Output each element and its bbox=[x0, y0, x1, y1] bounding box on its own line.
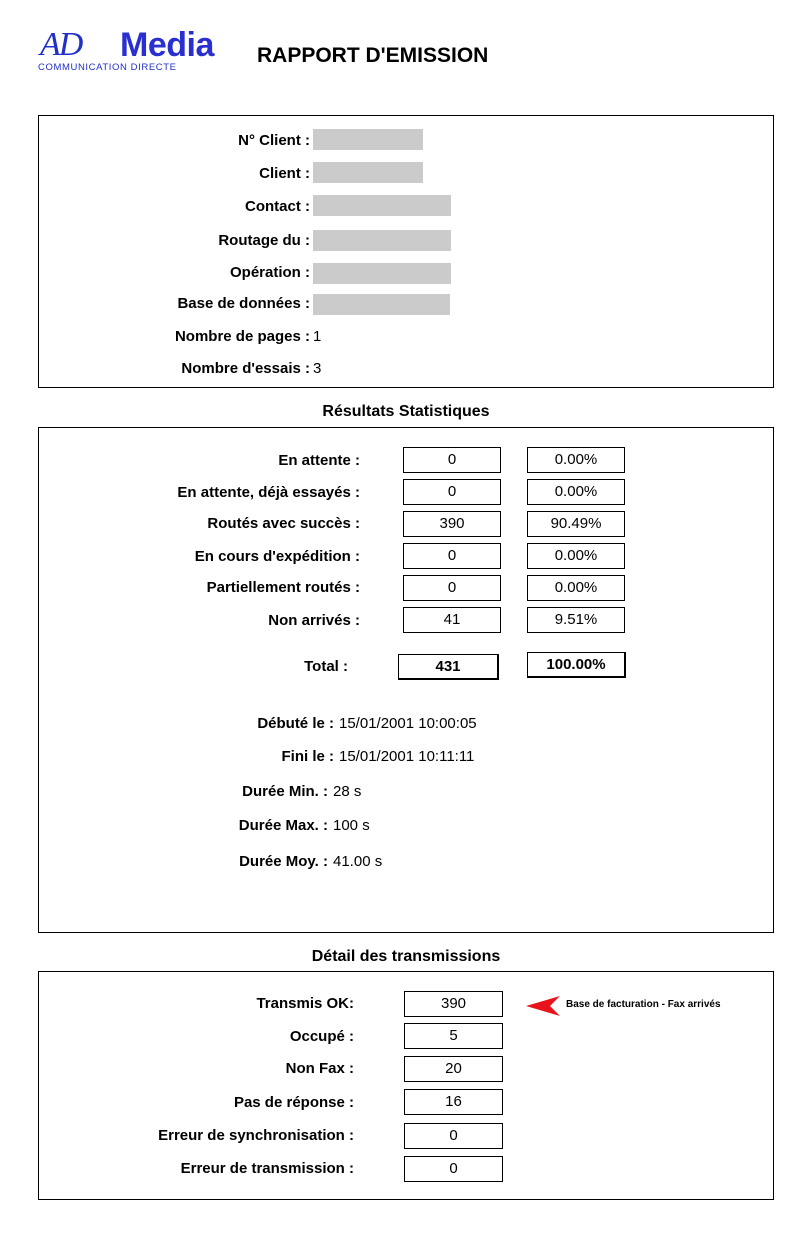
duration-min-label: Durée Min. : bbox=[242, 783, 328, 800]
finished-value: 15/01/2001 10:11:11 bbox=[339, 748, 475, 765]
red-arrow-icon bbox=[526, 996, 560, 1016]
operation-label: Opération : bbox=[229, 264, 310, 281]
stat-label-routed-success: Routés avec succès : bbox=[207, 515, 360, 532]
detail-value-no-answer: 16 bbox=[404, 1089, 503, 1115]
detail-label-transmitted-ok: Transmis OK: bbox=[256, 995, 354, 1012]
stat-percent-in-progress: 0.00% bbox=[527, 543, 625, 569]
logo-ad-text: AD bbox=[40, 26, 82, 63]
duration-max-label: Durée Max. : bbox=[238, 817, 328, 834]
detail-value-busy: 5 bbox=[404, 1023, 503, 1049]
detail-value-transmission-error: 0 bbox=[404, 1156, 503, 1182]
stat-percent-pending-retried: 0.00% bbox=[527, 479, 625, 505]
database-label: Base de données : bbox=[177, 295, 310, 312]
stat-percent-total: 100.00% bbox=[527, 652, 626, 678]
finished-label: Fini le : bbox=[281, 748, 334, 765]
stat-count-pending-retried: 0 bbox=[403, 479, 501, 505]
started-label: Débuté le : bbox=[257, 715, 334, 732]
duration-avg-label: Durée Moy. : bbox=[239, 853, 328, 870]
page-title: RAPPORT D'EMISSION bbox=[257, 44, 489, 67]
page-count-label: Nombre de pages : bbox=[174, 328, 310, 345]
client-redacted bbox=[313, 162, 423, 183]
detail-label-non-fax: Non Fax : bbox=[285, 1060, 354, 1077]
client-info-box bbox=[38, 115, 774, 388]
stat-label-not-arrived: Non arrivés : bbox=[268, 612, 360, 629]
stat-label-in-progress: En cours d'expédition : bbox=[194, 548, 360, 565]
detail-label-busy: Occupé : bbox=[289, 1028, 354, 1045]
details-section-title: Détail des transmissions bbox=[311, 948, 501, 965]
routing-date-redacted bbox=[313, 230, 451, 251]
stat-count-total: 431 bbox=[398, 654, 499, 680]
stat-count-in-progress: 0 bbox=[403, 543, 501, 569]
duration-min-value: 28 s bbox=[333, 783, 362, 800]
detail-value-non-fax: 20 bbox=[404, 1056, 503, 1082]
stats-section-title: Résultats Statistiques bbox=[322, 403, 490, 420]
stat-label-pending-retried: En attente, déjà essayés : bbox=[177, 484, 360, 501]
contact-label: Contact : bbox=[245, 198, 310, 215]
stat-label-total: Total : bbox=[304, 658, 348, 675]
stat-count-routed-success: 390 bbox=[403, 511, 501, 537]
logo-tagline: COMMUNICATION DIRECTE bbox=[38, 62, 177, 73]
stat-label-partially-routed: Partiellement routés : bbox=[206, 579, 360, 596]
stat-percent-pending: 0.00% bbox=[527, 447, 625, 473]
database-redacted bbox=[313, 294, 450, 315]
detail-value-sync-error: 0 bbox=[404, 1123, 503, 1149]
billing-note: Base de facturation - Fax arrivés bbox=[566, 999, 721, 1010]
client-number-label: N° Client : bbox=[238, 132, 310, 149]
client-number-redacted bbox=[313, 129, 423, 150]
red-arrow-shape bbox=[526, 996, 560, 1016]
page-count-value: 1 bbox=[313, 328, 322, 345]
attempt-count-label: Nombre d'essais : bbox=[181, 360, 310, 377]
stat-percent-partially-routed: 0.00% bbox=[527, 575, 625, 601]
started-value: 15/01/2001 10:00:05 bbox=[339, 715, 477, 732]
detail-value-transmitted-ok: 390 bbox=[404, 991, 503, 1017]
duration-max-value: 100 s bbox=[333, 817, 370, 834]
operation-redacted bbox=[313, 263, 451, 284]
stat-label-pending: En attente : bbox=[278, 452, 360, 469]
stat-percent-routed-success: 90.49% bbox=[527, 511, 625, 537]
detail-label-transmission-error: Erreur de transmission : bbox=[180, 1160, 354, 1177]
detail-label-sync-error: Erreur de synchronisation : bbox=[158, 1127, 354, 1144]
duration-avg-value: 41.00 s bbox=[333, 853, 383, 870]
stat-count-not-arrived: 41 bbox=[403, 607, 501, 633]
contact-redacted bbox=[313, 195, 451, 216]
logo-media-text: Media bbox=[120, 26, 214, 64]
routing-date-label: Routage du : bbox=[218, 232, 310, 249]
attempt-count-value: 3 bbox=[313, 360, 322, 377]
stat-count-pending: 0 bbox=[403, 447, 501, 473]
client-label: Client : bbox=[259, 165, 310, 182]
stat-count-partially-routed: 0 bbox=[403, 575, 501, 601]
detail-label-no-answer: Pas de réponse : bbox=[233, 1094, 354, 1111]
stat-percent-not-arrived: 9.51% bbox=[527, 607, 625, 633]
company-logo bbox=[38, 26, 248, 78]
